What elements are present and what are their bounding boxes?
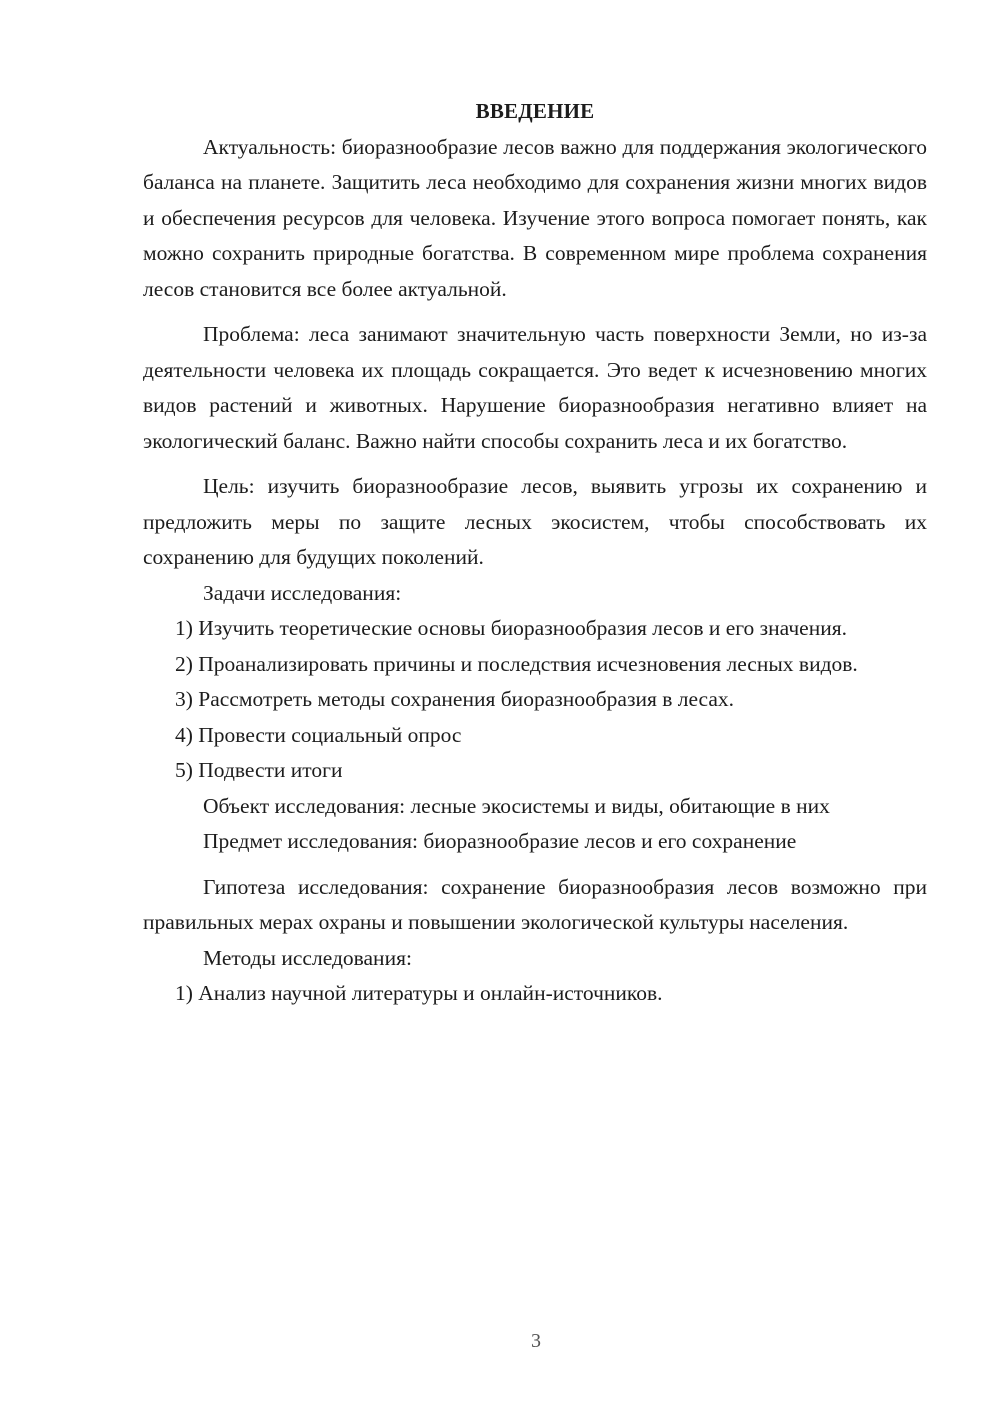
task-item: 3) Рассмотреть методы сохранения биоразнообразия в лесах. <box>175 687 735 711</box>
goal-paragraph: Цель: изучить биоразнообразие лесов, выявить угрозы их сохранению и предложить меры по защите лесных экосистем, чтобы способствовать их сохранению для будущих поколений. <box>143 474 927 569</box>
page-number: 3 <box>531 1330 541 1352</box>
page-title: ВВЕДЕНИЕ <box>475 99 595 123</box>
page-content <box>143 94 927 1012</box>
hypothesis-paragraph: Гипотеза исследования: сохранение биоразнообразия лесов возможно при правильных мерах охраны и повышении экологической культуры населения. <box>143 874 927 934</box>
task-item: 5) Подвести итоги <box>175 758 343 782</box>
task-item: 4) Провести социальный опрос <box>175 722 462 747</box>
problem-paragraph: Проблема: леса занимают значительную часть поверхности Земли, но из-за деятельности человека их площадь сокращается. Это ведет к исчезновению многих видов растений и животных. Нарушение биоразнообразия негативно влияет на экологический баланс. Важно найти способы сохранить леса и их богатство. <box>143 322 927 453</box>
relevance-paragraph: Актуальность: биоразнообразие лесов важно для поддержания экологического баланса на планете. Защитить леса необходимо для сохранения жизни многих видов и обеспечения ресурсов для человека. Изучение этого вопроса помогает понять, как можно сохранить природные богатства. В современном мире проблема сохранения лесов становится все более актуальной. <box>143 134 927 301</box>
method-item: 1) Анализ научной литературы и онлайн-источников. <box>175 981 663 1005</box>
task-item: 1) Изучить теоретические основы биоразнообразия лесов и его значения. <box>175 616 847 640</box>
subject-paragraph: Предмет исследования: биоразнообразие лесов и его сохранение <box>203 829 797 853</box>
methods-heading: Методы исследования: <box>203 945 412 970</box>
task-item: 2) Проанализировать причины и последствия исчезновения лесных видов. <box>175 651 858 676</box>
object-paragraph: Объект исследования: лесные экосистемы и виды, обитающие в них <box>203 793 830 818</box>
tasks-heading: Задачи исследования: <box>203 580 402 605</box>
